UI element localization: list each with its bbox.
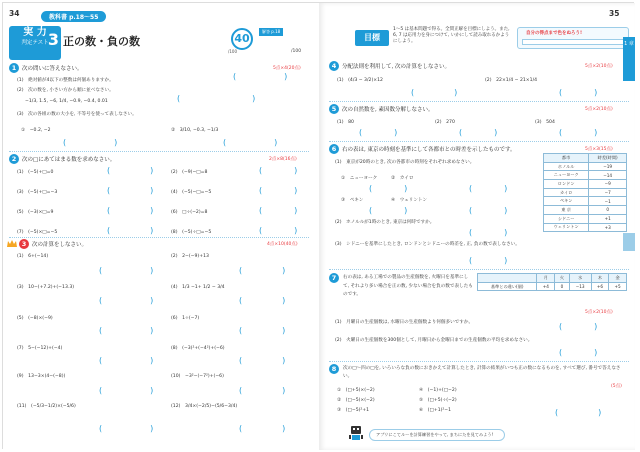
- question-line: (2) 火曜日の生産個数を300個として, 月曜日から金曜日までの生産個数の平均を求めなさい。: [335, 338, 533, 343]
- answer-blank[interactable]: ( ): [107, 226, 154, 235]
- table-cell: +5: [609, 282, 627, 291]
- question-text: 次の計算をしなさい。: [32, 242, 88, 248]
- question-line: ① ニューヨーク ② カイロ: [341, 176, 414, 181]
- table-cell: −14: [589, 171, 627, 180]
- question-text: 右の表は, 東京の時刻を基準にして各都市との時差を示したものです。: [342, 147, 516, 153]
- answer-blank[interactable]: ( ): [99, 356, 154, 365]
- question-item: (3) 10−(+7.2)+(−13.3): [17, 285, 75, 290]
- answer-blank[interactable]: ( ): [239, 356, 286, 365]
- question-item: (8) (−3)²+(−4²)+(−6): [171, 346, 225, 351]
- question-number: 2: [9, 154, 19, 164]
- question-item: (6) □÷(−2)=8: [171, 210, 208, 215]
- question-line: −1/3, 1.5, −6, 1/4, −0.9, −0.4, 0.01: [25, 99, 108, 104]
- question-points: 5点×4(20点): [273, 66, 301, 71]
- question-item: (7) (−5)×□=−5: [17, 230, 58, 235]
- table-cell: ペキン: [544, 197, 589, 206]
- answer-blank[interactable]: ( ): [63, 138, 118, 147]
- answer-blank[interactable]: ( ): [259, 166, 298, 175]
- answer-blank[interactable]: ( ): [559, 348, 598, 357]
- answer-blank[interactable]: ( ): [99, 326, 154, 335]
- answer-blank[interactable]: ( ): [99, 386, 154, 395]
- question-number: 7: [329, 273, 339, 283]
- answer-blank[interactable]: ( ): [559, 128, 598, 137]
- answer-blank[interactable]: ( ): [99, 296, 154, 305]
- question-item: (2) 2−(−9)+13: [171, 254, 209, 259]
- table-cell: ロンドン: [544, 180, 589, 189]
- answer-blank[interactable]: ( ): [411, 88, 458, 97]
- answer-blank[interactable]: ( ): [469, 256, 508, 265]
- divider: [9, 237, 309, 238]
- answer-page-tag: 解答 p.18: [259, 28, 283, 36]
- page-number: 35: [609, 9, 620, 18]
- question-4-heading: [329, 61, 450, 71]
- answer-blank[interactable]: ( ): [469, 228, 508, 237]
- answer-blank[interactable]: ( ): [469, 184, 508, 193]
- table-cell: +6: [591, 282, 609, 291]
- answer-blank[interactable]: ( ): [559, 322, 598, 331]
- score-progress-bar[interactable]: [522, 39, 624, 45]
- table-header: [478, 274, 537, 283]
- answer-blank[interactable]: ( ): [107, 166, 154, 175]
- table-header: 都市: [544, 154, 589, 163]
- question-item: ② (□−5)×(−2): [337, 398, 375, 403]
- question-item: (4) 1/3 −1+ 1/2 − 3/4: [171, 285, 225, 290]
- table-cell: +4: [537, 282, 555, 291]
- goal-label: 目標: [355, 30, 389, 46]
- table-cell: 0: [555, 282, 570, 291]
- answer-blank[interactable]: ( ): [259, 206, 298, 215]
- question-number: 1: [9, 63, 19, 73]
- question-item: (8) (−5)÷□=−5: [171, 230, 212, 235]
- score-circle: 40: [231, 28, 253, 50]
- question-text: 次の□〜四の□を, いろいろな負の数におきかえて計算したとき, 計算の結果がいつも正の数になるものを, すべて選び, 番号で答えなさい。: [343, 366, 621, 379]
- question-points: 5点×3(15点): [585, 147, 613, 152]
- question-item: (2) (−9)−□=8: [171, 170, 208, 175]
- table-header: 時差(時間): [589, 154, 627, 163]
- question-item: (2) 270: [435, 120, 455, 125]
- question-line: ② 3/10, −0.3, −1/3: [171, 128, 219, 133]
- question-line: (3) 次の各組の数の大小を, 不等号を使って表しなさい。: [17, 112, 137, 117]
- table-header: 金: [609, 274, 627, 283]
- answer-blank[interactable]: ( ): [233, 72, 288, 81]
- answer-blank[interactable]: ( ): [469, 206, 508, 215]
- crown-icon: [7, 240, 17, 248]
- table-row: [478, 282, 627, 291]
- textbook-spread: [2, 2, 634, 449]
- divider: [9, 151, 309, 152]
- divider: [329, 101, 629, 102]
- question-item: (4) (−5)−□=−5: [171, 190, 212, 195]
- answer-blank[interactable]: ( ): [107, 206, 154, 215]
- badge-line1: 実 力: [23, 27, 47, 38]
- table-cell: −7: [589, 188, 627, 197]
- table-header: 木: [591, 274, 609, 283]
- answer-blank[interactable]: ( ): [259, 186, 298, 195]
- question-number: 6: [329, 144, 339, 154]
- question-number: 3: [19, 239, 29, 249]
- table-row: [544, 214, 627, 223]
- question-text: 次の問いに答えなさい。: [22, 66, 83, 72]
- question-line: (1) 東京が20時のとき, 次の各都市の時刻をそれぞれ求めなさい。: [335, 160, 475, 165]
- score-progress-panel: [517, 27, 629, 49]
- question-item: (1) (−5)+□=0: [17, 170, 54, 175]
- question-8-heading: [329, 364, 339, 374]
- running-header: 教科書 p.18〜55: [41, 11, 106, 22]
- answer-blank[interactable]: ( ): [459, 128, 498, 137]
- practice-test-badge: [9, 26, 61, 60]
- question-5-heading: [329, 104, 434, 114]
- question-item: ④ (−1)+(□−2): [419, 388, 457, 393]
- question-item: ① (□+5)×(−2): [337, 388, 375, 393]
- question-line: (2) 次の数を, 小さい方から順に並べなさい。: [17, 88, 114, 93]
- question-item: (12) 3/4×(−2/5)−(5/6−3/4): [171, 404, 238, 409]
- robot-mascot-icon: [349, 424, 363, 442]
- question-item: (10) −3²−(−7²)+(−6): [171, 374, 224, 379]
- question-7-heading: [329, 273, 339, 283]
- table-row: [544, 171, 627, 180]
- question-line: ③ ペキン ④ ウェリントン: [341, 198, 428, 203]
- chapter-tab-secondary: [623, 233, 635, 251]
- table-cell: +1: [589, 214, 627, 223]
- question-item: (5) (−8)×(−9): [17, 316, 53, 321]
- table-cell: ウェリントン: [544, 223, 589, 232]
- answer-blank[interactable]: ( ): [239, 424, 286, 433]
- score-sub: /100: [228, 49, 237, 54]
- question-item: (3) (−5)+□=−3: [17, 190, 58, 195]
- question-item: (1) 80: [337, 120, 354, 125]
- question-item: (11) (−5/3−1/2)×(−5/6): [17, 404, 76, 409]
- question-text: 次の自然数を, 素因数分解しなさい。: [342, 107, 434, 113]
- answer-blank[interactable]: ( ): [239, 296, 286, 305]
- answer-blank[interactable]: ( ): [369, 184, 408, 193]
- question-item: ⑥ (□+1)²−1: [419, 408, 452, 413]
- question-points: 4点×10(40点): [267, 242, 298, 247]
- divider: [329, 141, 629, 142]
- table-header: 火: [555, 274, 570, 283]
- table-cell: −13: [569, 282, 591, 291]
- table-cell: −9: [589, 180, 627, 189]
- table-cell: カイロ: [544, 188, 589, 197]
- question-number: 8: [329, 364, 339, 374]
- table-cell: シドニー: [544, 214, 589, 223]
- table-header: 月: [537, 274, 555, 283]
- table-header: 水: [569, 274, 591, 283]
- divider: [329, 361, 629, 362]
- question-line: (2) ホノルルが1時のとき, 東京は何時ですか。: [335, 220, 435, 225]
- production-table: [477, 273, 627, 291]
- answer-blank[interactable]: ( ): [369, 206, 408, 215]
- score-total: /100: [291, 49, 302, 54]
- question-line: (1) 絶対値が4以下の整数は何個ありますか。: [17, 78, 114, 83]
- question-item: (2) 22×1/4 − 21×1/4: [485, 78, 538, 83]
- divider: [329, 269, 629, 270]
- question-3-heading: [19, 239, 87, 249]
- table-row: [544, 206, 627, 215]
- question-line: ① −0.2, −2: [21, 128, 51, 133]
- question-6-heading: [329, 144, 516, 154]
- answer-blank[interactable]: ( ): [259, 226, 298, 235]
- table-cell: 東 京: [544, 206, 589, 215]
- table-row: [544, 162, 627, 171]
- question-2-heading: [9, 154, 115, 164]
- question-item: (6) 1÷(−7): [171, 316, 200, 321]
- answer-blank[interactable]: ( ): [239, 266, 286, 275]
- answer-blank[interactable]: ( ): [177, 94, 256, 103]
- badge-line2: 判定テスト: [21, 40, 49, 46]
- table-row: [544, 197, 627, 206]
- question-line: (1) 月曜日の生産個数は, 水曜日の生産個数より何個多いですか。: [335, 320, 474, 325]
- question-number: 5: [329, 104, 339, 114]
- left-page: [3, 3, 319, 450]
- answer-blank[interactable]: ( ): [555, 408, 602, 417]
- page-number: 34: [9, 9, 20, 18]
- question-item: (9) 13−3×(4−(−8)): [17, 374, 66, 379]
- answer-blank[interactable]: ( ): [239, 386, 286, 395]
- question-item: ⑤ (□+5)÷(−2): [419, 398, 457, 403]
- question-line: (3) シドニーを基準にしたとき, ロンドンとシドニーの時差を, 正, 負の数で表しなさい。: [335, 242, 520, 247]
- question-points: (5点): [611, 384, 622, 389]
- time-difference-table: [543, 153, 627, 232]
- table-cell: +3: [589, 223, 627, 232]
- answer-blank[interactable]: ( ): [223, 138, 278, 147]
- table-cell: ニューヨーク: [544, 171, 589, 180]
- question-points: 5点×2(10点): [585, 64, 613, 69]
- table-cell: −1: [589, 197, 627, 206]
- question-points: 5点×2(10点): [585, 107, 613, 112]
- page-title: 正の数・負の数: [63, 35, 140, 48]
- table-cell: 0: [589, 206, 627, 215]
- question-item: (1) (4/3 − 3/2)×12: [337, 78, 383, 83]
- question-item: (3) 504: [535, 120, 555, 125]
- right-page: [319, 3, 635, 450]
- answer-blank[interactable]: ( ): [99, 266, 154, 275]
- question-item: (1) 6+(−14): [17, 254, 49, 259]
- table-cell: 基準との違い(個): [478, 282, 537, 291]
- goal-panel-title: 自分の得点まで色をぬろう!: [526, 31, 583, 36]
- answer-blank[interactable]: ( ): [559, 88, 598, 97]
- question-text: 右の表は, ある工場での製品の生産個数を, 火曜日を基準にして, それより多い場合を正の数, 少ない場合を負の数で表したものです。: [343, 275, 473, 297]
- question-text: 分配法則を利用して, 次の計算をしなさい。: [342, 64, 450, 70]
- question-item: (7) 5−(−12)+(−4): [17, 346, 63, 351]
- table-cell: −19: [589, 162, 627, 171]
- badge-number: 3: [47, 30, 59, 49]
- question-item: (5) (−3)×□=9: [17, 210, 54, 215]
- chapter-tab[interactable]: 1 章: [623, 37, 635, 81]
- answer-blank[interactable]: ( ): [107, 186, 154, 195]
- question-number: 4: [329, 61, 339, 71]
- table-row: [544, 180, 627, 189]
- table-row: [544, 188, 627, 197]
- table-cell: ホノルル: [544, 162, 589, 171]
- answer-blank[interactable]: ( ): [359, 128, 398, 137]
- question-1-heading: [9, 63, 83, 73]
- goal-text: 1〜5 は基本問題で得る。全問正解を目標にしよう。また, 6, 7 は応用力を身につけて, いかにして読み取れるかようにしよう。: [393, 27, 510, 44]
- table-row: [544, 223, 627, 232]
- question-text: 次の□にあてはまる数を求めなさい。: [22, 157, 116, 163]
- answer-blank[interactable]: ( ): [239, 326, 286, 335]
- app-tip-bubble: アプリにこてルーを計算練習をやって, まちにたを見てみよう!: [369, 429, 505, 441]
- question-item: ③ (□−5)²+1: [337, 408, 370, 413]
- question-points: 2点×8(16点): [269, 157, 297, 162]
- answer-blank[interactable]: ( ): [99, 424, 154, 433]
- question-points: 5点×2(10点): [585, 310, 613, 315]
